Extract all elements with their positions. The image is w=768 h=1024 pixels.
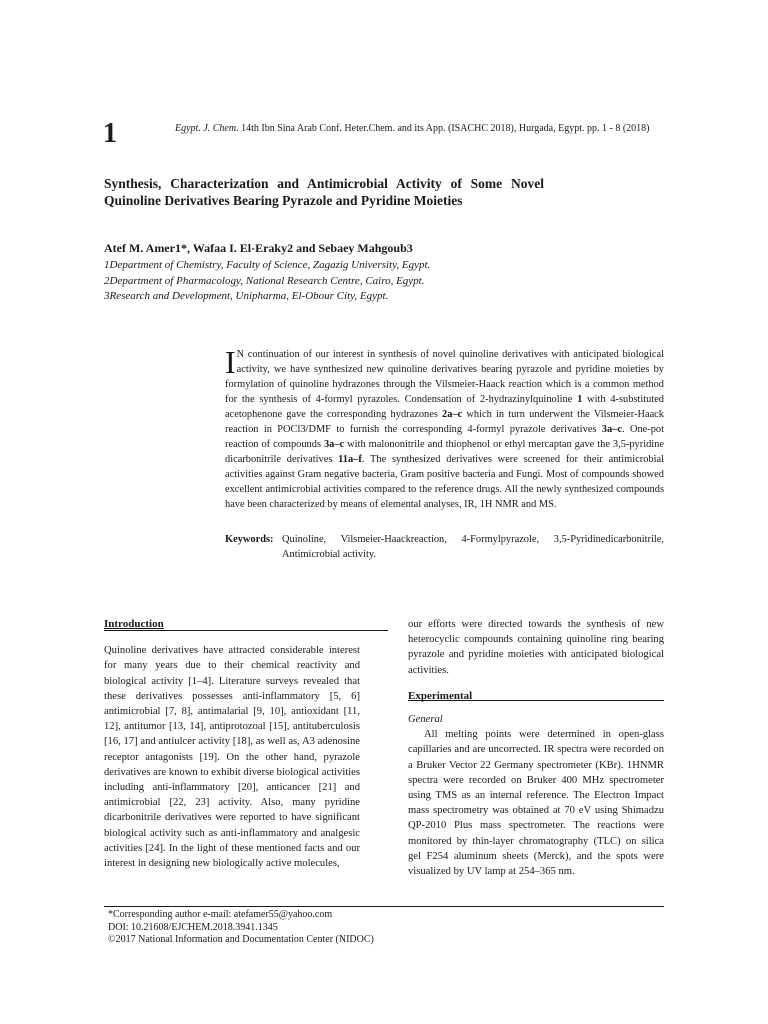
keywords [225, 532, 664, 562]
abstract-text: . The synthesized derivatives were screened for their antimicrobial activities against Gram negative bacteria, Gram positive bacteria and Fungi. Most of compounds showed excellent antimicrobial activities compared to the reference drugs. All the newly synthesized compounds have been characterized by means of elemental analyses, IR, 1H NMR and MS. [225, 454, 664, 510]
drop-cap: I [225, 344, 236, 380]
compound-ref: 3a–c [601, 424, 622, 435]
compound-ref: 11a–f [338, 454, 362, 465]
experimental-heading: Experimental [408, 689, 473, 702]
affiliations [104, 258, 430, 305]
footer [108, 909, 374, 947]
journal-name: Egypt. J. Chem. [175, 123, 239, 134]
keywords-label: Keywords: [225, 534, 274, 545]
footer-rule [104, 906, 664, 907]
compound-ref: 2a–c [442, 409, 463, 420]
introduction-heading: Introduction [104, 618, 164, 630]
compound-ref: 3a–c [323, 439, 345, 450]
abstract-text: . One-pot reaction of compounds [225, 424, 664, 450]
abstract-text: with malononitrile and thiophenol or ethyl mercaptan gave the 3,5-pyridine dicarbonitrile derivatives [225, 439, 664, 465]
right-column [408, 617, 664, 879]
left-column [104, 617, 360, 871]
keywords-text: Quinoline, Vilsmeier-Haackreaction, 4-Formylpyrazole, 3,5-Pyridinedicarbonitrile, Antimicrobial activity. [282, 534, 664, 560]
journal-details: 14th Ibn Sina Arab Conf. Heter.Chem. and its App. (ISACHC 2018), Hurgada, Egypt. pp. 1 - 8 (2018) [238, 123, 650, 134]
affiliation-1: 1Department of Chemistry, Faculty of Science, Zagazig University, Egypt. [104, 259, 431, 271]
compound-ref: 1 [577, 394, 583, 405]
abstract-text: which in turn underwent the Vilsmeier-Haack reaction in POCl3/DMF to furnish the corresponding 4-formyl pyrazole derivatives [225, 409, 664, 435]
affiliation-2: 2Department of Pharmacology, National Research Centre, Cairo, Egypt. [104, 274, 425, 287]
corresponding-author: *Corresponding author e-mail: atefamer55@yahoo.com [108, 909, 333, 920]
introduction-continued: our efforts were directed towards the synthesis of new heterocyclic compounds containing quinoline ring bearing pyrazole and pyridine moieties with anticipated biological activities. [408, 619, 664, 676]
doi: DOI: 10.21608/EJCHEM.2018.3941.1345 [108, 921, 278, 933]
author-list: Atef M. Amer1*, Wafaa I. El-Eraky2 and Sebaey Mahgoub3 [104, 241, 413, 255]
general-subheading: General [408, 714, 443, 726]
experimental-body: All melting points were determined in open-glass capillaries and are uncorrected. IR spectra were recorded on a Bruker Vector 22 Germany spectrometer (KBr). 1HNMR spectra were recorded on Bruker 400 MHz spectrometer using TMS as an internal reference. The Electron Impact mass spectrometry was obtained at 70 eV using Shimadzu QP-2010 Plus mass spectrometer. The reactions were monitored by thin-layer chromatography (TLC) on silica gel F254 aluminum sheets (Merck), and the spots were visualized by UV lamp at 254–365 nm. [408, 729, 664, 878]
page-number: 1 [103, 118, 117, 149]
journal-citation [175, 122, 665, 135]
abstract-text: with 4-substituted acetophenone gave the corresponding hydrazones [225, 394, 664, 420]
abstract [225, 344, 664, 512]
introduction-body: Quinoline derivatives have attracted considerable interest for many years due to their chemical reactivity and biological activity [1–4]. Literature surveys revealed that these derivatives possesses anti-inflammatory [5, 6] antimicrobial [7, 8], antimalarial [9, 10], antioxidant [11, 12], antitumor [13, 14], antiprotozoal [15], antituberculosis [16, 17] and antiulcer activity [18], as well as, A3 adenosine receptor antagonists [19]. On the other hand, pyrazole derivatives are known to exhibit diverse biological activities including anti-inflammatory [20], anticancer [21] and antimicrobial [22, 23] activity. Also, many pyridine dicarbonitrile derivatives were reported to have significant biological activity such as anti-inflammatory and analgesic activities [24]. In the light of these mentioned facts and our interest in designing new biologically active molecules, [104, 645, 360, 870]
article-title: Synthesis, Characterization and Antimicrobial Activity of Some Novel Quinoline Derivatives Bearing Pyrazole and Pyridine Moieties [104, 176, 544, 208]
affiliation-3: 3Research and Development, Unipharma, El-Obour City, Egypt. [104, 290, 389, 302]
copyright: ©2017 National Information and Documentation Center (NIDOC) [108, 934, 374, 945]
abstract-text: N continuation of our interest in synthesis of novel quinoline derivatives with anticipated biological activity, we have synthesized new quinoline derivatives bearing pyrazole and pyridine moieties by formylation of quinoline hydrazones through the Vilsmeier-Haack reaction which is a common method for the synthesis of 4-formyl pyrazoles. Condensation of 2-hydrazinylquinoline [225, 349, 664, 405]
